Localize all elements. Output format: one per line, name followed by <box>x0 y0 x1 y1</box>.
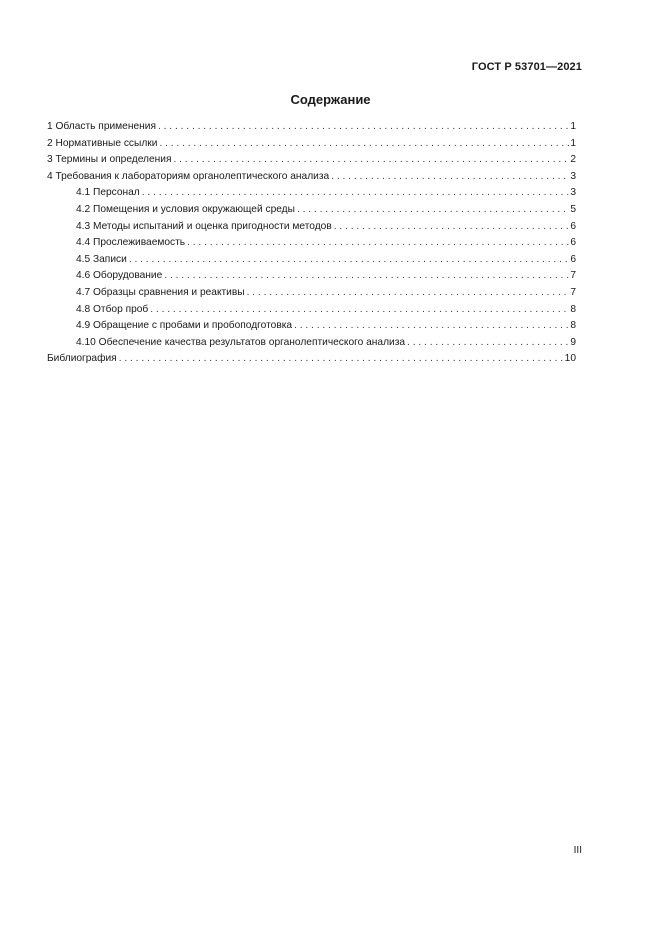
toc-item-label: 4.4 Прослеживаемость <box>76 237 186 249</box>
toc-leader-dots <box>187 235 569 252</box>
toc-subitem[interactable] <box>47 335 576 352</box>
toc-item[interactable] <box>47 136 576 153</box>
toc-item-page: 10 <box>564 353 576 365</box>
toc-item-page: 3 <box>570 187 576 199</box>
toc-title: Содержание <box>290 92 371 107</box>
toc-item-page: 8 <box>570 303 576 315</box>
toc-item[interactable] <box>47 169 576 186</box>
toc-item-label: 4.9 Обращение с пробами и пробоподготовка <box>76 320 293 332</box>
toc-leader-dots <box>158 119 569 136</box>
toc-leader-dots <box>334 219 570 236</box>
toc-item-page: 2 <box>570 154 576 166</box>
toc-leader-dots <box>129 252 570 269</box>
toc-leader-dots <box>164 268 569 285</box>
toc-item-label: 4.1 Персонал <box>76 187 140 199</box>
toc-item-page: 6 <box>570 253 576 265</box>
toc-item-page: 3 <box>570 170 576 182</box>
toc-item-label: 2 Нормативные ссылки <box>47 137 158 149</box>
toc-item-label: 4.2 Помещения и условия окружающей среды <box>76 203 295 215</box>
toc-item-page: 1 <box>570 137 576 149</box>
toc-leader-dots <box>294 318 569 335</box>
toc-item-label: 4 Требования к лабораториям органолептического анализа <box>47 170 330 182</box>
toc-item-label: 4.8 Отбор проб <box>76 303 149 315</box>
toc-item-label: 4.7 Образцы сравнения и реактивы <box>76 286 245 298</box>
toc-item-page: 1 <box>570 121 576 132</box>
toc-leader-dots <box>159 136 569 153</box>
toc-item-label: Библиография <box>47 353 117 365</box>
toc-item[interactable] <box>47 351 576 368</box>
toc-leader-dots <box>247 285 570 302</box>
toc-item[interactable] <box>47 152 576 169</box>
toc-item-label: 1 Область применения <box>47 121 156 132</box>
toc-leader-dots <box>173 152 569 169</box>
toc-item[interactable] <box>47 119 576 136</box>
document-code: ГОСТ Р 53701—2021 <box>471 61 582 73</box>
toc-item-label: 4.5 Записи <box>76 253 127 265</box>
toc-item-page: 8 <box>570 320 576 332</box>
toc-item-page: 9 <box>570 336 576 348</box>
toc-item-page: 6 <box>570 220 576 232</box>
toc-leader-dots <box>331 169 569 186</box>
toc-item-page: 7 <box>570 270 576 282</box>
toc-item-page: 6 <box>570 237 576 249</box>
toc-leader-dots <box>297 202 569 219</box>
toc-subitem[interactable] <box>47 235 576 252</box>
toc-subitem[interactable] <box>47 268 576 285</box>
toc-item-label: 4.6 Оборудование <box>76 270 163 282</box>
toc-item-label: 4.10 Обеспечение качества результатов органолептического анализа <box>76 336 406 348</box>
toc-item-label: 4.3 Методы испытаний и оценка пригодности методов <box>76 220 332 232</box>
toc-leader-dots <box>119 351 564 368</box>
toc-leader-dots <box>150 302 569 319</box>
toc-leader-dots <box>142 185 570 202</box>
toc-subitem[interactable] <box>47 318 576 335</box>
toc-item-label: 3 Термины и определения <box>47 154 172 166</box>
toc-item-page: 7 <box>570 286 576 298</box>
toc-subitem[interactable] <box>47 302 576 319</box>
table-of-contents <box>47 119 576 368</box>
toc-item-page: 5 <box>570 203 576 215</box>
toc-subitem[interactable] <box>47 185 576 202</box>
toc-subitem[interactable] <box>47 252 576 269</box>
toc-leader-dots <box>407 335 569 352</box>
toc-subitem[interactable] <box>47 285 576 302</box>
toc-subitem[interactable] <box>47 202 576 219</box>
page-number: III <box>573 845 582 856</box>
toc-subitem[interactable] <box>47 219 576 236</box>
